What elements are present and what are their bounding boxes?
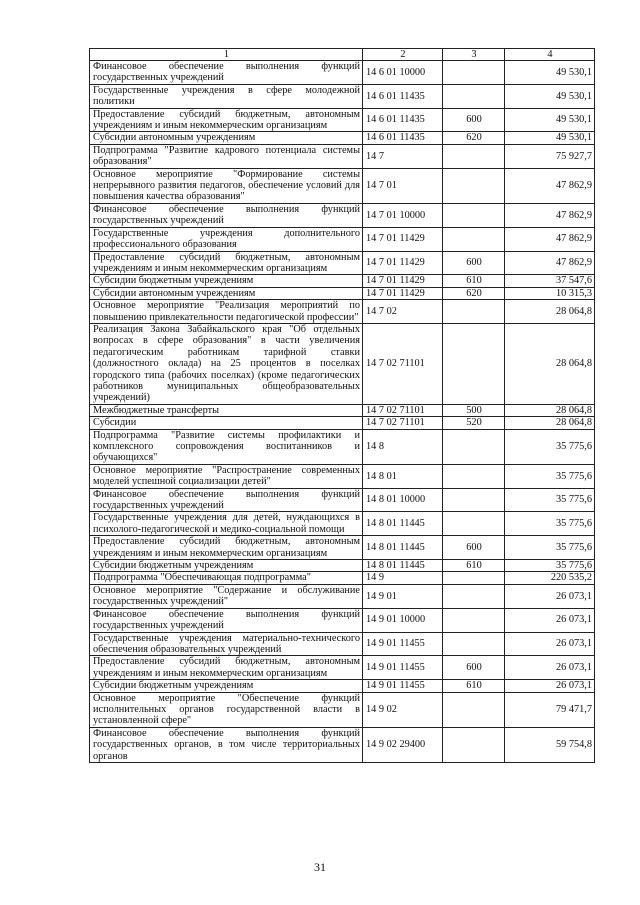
table-row: [90, 144, 595, 168]
row-code: 14 7 01 11429: [363, 251, 443, 275]
table-row: [90, 727, 595, 762]
table-row: [90, 608, 595, 632]
table-row: [90, 275, 595, 287]
column-header-amount: 4: [505, 49, 595, 61]
row-code: 14 7: [363, 144, 443, 168]
row-amount: 28 064,8: [505, 417, 595, 429]
table-row: [90, 572, 595, 584]
table-row: [90, 61, 595, 85]
row-description: Государственные учреждения для детей, нуждающихся в психолого-педагогической и медико-социальной помощи: [90, 512, 363, 536]
table-row: [90, 108, 595, 132]
row-amount: 35 775,6: [505, 488, 595, 512]
row-description: Реализация Закона Забайкальского края "Об отдельных вопросах в сфере образования" в части увеличения педагогическим работникам тарифной ставки (должностного оклада) на 25 процентов в поселках городского типа (рабочих поселках) (кроме педагогических работников муниципальных общеобразовательных учреждений): [90, 323, 363, 404]
row-code: 14 9: [363, 572, 443, 584]
row-amount: 35 775,6: [505, 464, 595, 488]
row-expense-type: [443, 584, 505, 608]
row-expense-type: [443, 227, 505, 251]
row-description: Государственные учреждения дополнительного профессионального образования: [90, 227, 363, 251]
row-code: 14 8 01 11445: [363, 512, 443, 536]
row-amount: 49 530,1: [505, 108, 595, 132]
row-description: Основное мероприятие "Содержание и обслуживание государственных учреждений": [90, 584, 363, 608]
row-description: Подпрограмма "Обеспечивающая подпрограмма": [90, 572, 363, 584]
row-description: Предоставление субсидий бюджетным, автономным учреждениям и иным некоммерческим организациям: [90, 656, 363, 680]
row-amount: 26 073,1: [505, 608, 595, 632]
row-code: 14 8 01 11445: [363, 560, 443, 572]
row-expense-type: 600: [443, 251, 505, 275]
row-amount: 28 064,8: [505, 323, 595, 404]
row-description: Субсидии бюджетным учреждениям: [90, 680, 363, 692]
row-code: 14 7 01 11429: [363, 275, 443, 287]
table-row: [90, 429, 595, 464]
column-header-description: 1: [90, 49, 363, 61]
row-description: Государственные учреждения в сфере молодежной политики: [90, 84, 363, 108]
row-description: Предоставление субсидий бюджетным, автономным учреждениям и иным некоммерческим организациям: [90, 251, 363, 275]
row-expense-type: 600: [443, 656, 505, 680]
row-description: Основное мероприятие "Обеспечение функций исполнительных органов государственной власти в установленной сфере": [90, 692, 363, 727]
row-expense-type: [443, 608, 505, 632]
row-code: 14 7 01 11429: [363, 287, 443, 299]
row-expense-type: [443, 512, 505, 536]
row-amount: 220 535,2: [505, 572, 595, 584]
row-expense-type: [443, 692, 505, 727]
row-expense-type: 610: [443, 560, 505, 572]
row-description: Межбюджетные трансферты: [90, 404, 363, 416]
row-code: 14 6 01 10000: [363, 61, 443, 85]
row-expense-type: 610: [443, 275, 505, 287]
row-description: Финансовое обеспечение выполнения функций государственных учреждений: [90, 608, 363, 632]
row-description: Государственные учреждения материально-технического обеспечения образовательных учреждений: [90, 632, 363, 656]
table-row: [90, 287, 595, 299]
row-code: 14 7 02: [363, 300, 443, 324]
row-code: 14 7 01 11429: [363, 227, 443, 251]
row-amount: 35 775,6: [505, 560, 595, 572]
row-expense-type: 620: [443, 287, 505, 299]
row-description: Основное мероприятие "Распространение современных моделей успешной социализации детей": [90, 464, 363, 488]
table-row: [90, 404, 595, 416]
row-expense-type: [443, 144, 505, 168]
row-expense-type: 620: [443, 132, 505, 144]
row-expense-type: [443, 61, 505, 85]
row-amount: 47 862,9: [505, 168, 595, 203]
table-row: [90, 692, 595, 727]
row-amount: 47 862,9: [505, 251, 595, 275]
row-description: Предоставление субсидий бюджетным, автономным учреждениям и иным некоммерческим организациям: [90, 536, 363, 560]
row-code: 14 8 01: [363, 464, 443, 488]
row-amount: 10 315,3: [505, 287, 595, 299]
row-expense-type: [443, 84, 505, 108]
row-amount: 49 530,1: [505, 84, 595, 108]
page-number: 31: [314, 860, 326, 874]
row-amount: 59 754,8: [505, 727, 595, 762]
row-description: Финансовое обеспечение выполнения функций государственных учреждений: [90, 488, 363, 512]
row-code: 14 9 02 29400: [363, 727, 443, 762]
row-code: 14 8: [363, 429, 443, 464]
column-header-code: 2: [363, 49, 443, 61]
row-amount: 35 775,6: [505, 536, 595, 560]
row-code: 14 7 01: [363, 168, 443, 203]
row-description: Подпрограмма "Развитие кадрового потенциала системы образования": [90, 144, 363, 168]
row-amount: 47 862,9: [505, 227, 595, 251]
row-code: 14 9 01 11455: [363, 656, 443, 680]
row-code: 14 6 01 11435: [363, 132, 443, 144]
table-header-row: [90, 49, 595, 61]
table-row: [90, 464, 595, 488]
row-description: Основное мероприятие "Формирование системы непрерывного развития педагогов, обеспечение условий для повышения качества образования": [90, 168, 363, 203]
row-expense-type: 610: [443, 680, 505, 692]
row-amount: 79 471,7: [505, 692, 595, 727]
row-code: 14 8 01 11445: [363, 536, 443, 560]
row-code: 14 9 01: [363, 584, 443, 608]
row-description: Основное мероприятие "Реализация мероприятий по повышению привлекательности педагогической профессии": [90, 300, 363, 324]
row-expense-type: [443, 727, 505, 762]
table-row: [90, 488, 595, 512]
row-amount: 28 064,8: [505, 404, 595, 416]
row-amount: 26 073,1: [505, 656, 595, 680]
row-amount: 26 073,1: [505, 632, 595, 656]
table-row: [90, 584, 595, 608]
row-code: 14 7 02 71101: [363, 417, 443, 429]
row-expense-type: [443, 323, 505, 404]
row-amount: 75 927,7: [505, 144, 595, 168]
row-expense-type: [443, 429, 505, 464]
row-expense-type: [443, 464, 505, 488]
row-expense-type: [443, 632, 505, 656]
row-description: Субсидии бюджетным учреждениям: [90, 560, 363, 572]
row-code: 14 9 01 11455: [363, 680, 443, 692]
table-row: [90, 168, 595, 203]
row-code: 14 7 02 71101: [363, 323, 443, 404]
table-row: [90, 300, 595, 324]
row-amount: 35 775,6: [505, 429, 595, 464]
row-amount: 35 775,6: [505, 512, 595, 536]
table-row: [90, 512, 595, 536]
row-expense-type: [443, 203, 505, 227]
table-row: [90, 323, 595, 404]
row-amount: 49 530,1: [505, 61, 595, 85]
budget-table: [89, 48, 595, 763]
table-row: [90, 84, 595, 108]
row-amount: 49 530,1: [505, 132, 595, 144]
row-expense-type: [443, 488, 505, 512]
row-description: Предоставление субсидий бюджетным, автономным учреждениям и иным некоммерческим организациям: [90, 108, 363, 132]
row-description: Финансовое обеспечение выполнения функций государственных учреждений: [90, 61, 363, 85]
table-row: [90, 251, 595, 275]
table-row: [90, 227, 595, 251]
row-expense-type: [443, 168, 505, 203]
row-description: Финансовое обеспечение выполнения функций государственных органов, в том числе территориальных органов: [90, 727, 363, 762]
row-expense-type: 520: [443, 417, 505, 429]
row-code: 14 7 02 71101: [363, 404, 443, 416]
row-amount: 26 073,1: [505, 584, 595, 608]
row-code: 14 9 02: [363, 692, 443, 727]
table-row: [90, 203, 595, 227]
table-row: [90, 560, 595, 572]
table-body: [90, 61, 595, 763]
row-amount: 26 073,1: [505, 680, 595, 692]
table-row: [90, 632, 595, 656]
row-description: Финансовое обеспечение выполнения функций государственных учреждений: [90, 203, 363, 227]
row-code: 14 7 01 10000: [363, 203, 443, 227]
row-description: Субсидии автономным учреждениям: [90, 132, 363, 144]
row-description: Субсидии бюджетным учреждениям: [90, 275, 363, 287]
row-amount: 47 862,9: [505, 203, 595, 227]
row-expense-type: 600: [443, 108, 505, 132]
row-code: 14 9 01 11455: [363, 632, 443, 656]
row-description: Подпрограмма "Развитие системы профилактики и комплексного сопровождения воспитанников и обучающихся": [90, 429, 363, 464]
row-code: 14 9 01 10000: [363, 608, 443, 632]
row-expense-type: [443, 572, 505, 584]
column-header-type: 3: [443, 49, 505, 61]
row-amount: 37 547,6: [505, 275, 595, 287]
row-description: Субсидии: [90, 417, 363, 429]
row-code: 14 6 01 11435: [363, 84, 443, 108]
row-expense-type: 500: [443, 404, 505, 416]
table-row: [90, 417, 595, 429]
table-row: [90, 656, 595, 680]
row-description: Субсидии автономным учреждениям: [90, 287, 363, 299]
table-row: [90, 132, 595, 144]
row-expense-type: 600: [443, 536, 505, 560]
row-amount: 28 064,8: [505, 300, 595, 324]
row-expense-type: [443, 300, 505, 324]
table-row: [90, 536, 595, 560]
row-code: 14 6 01 11435: [363, 108, 443, 132]
table-row: [90, 680, 595, 692]
row-code: 14 8 01 10000: [363, 488, 443, 512]
